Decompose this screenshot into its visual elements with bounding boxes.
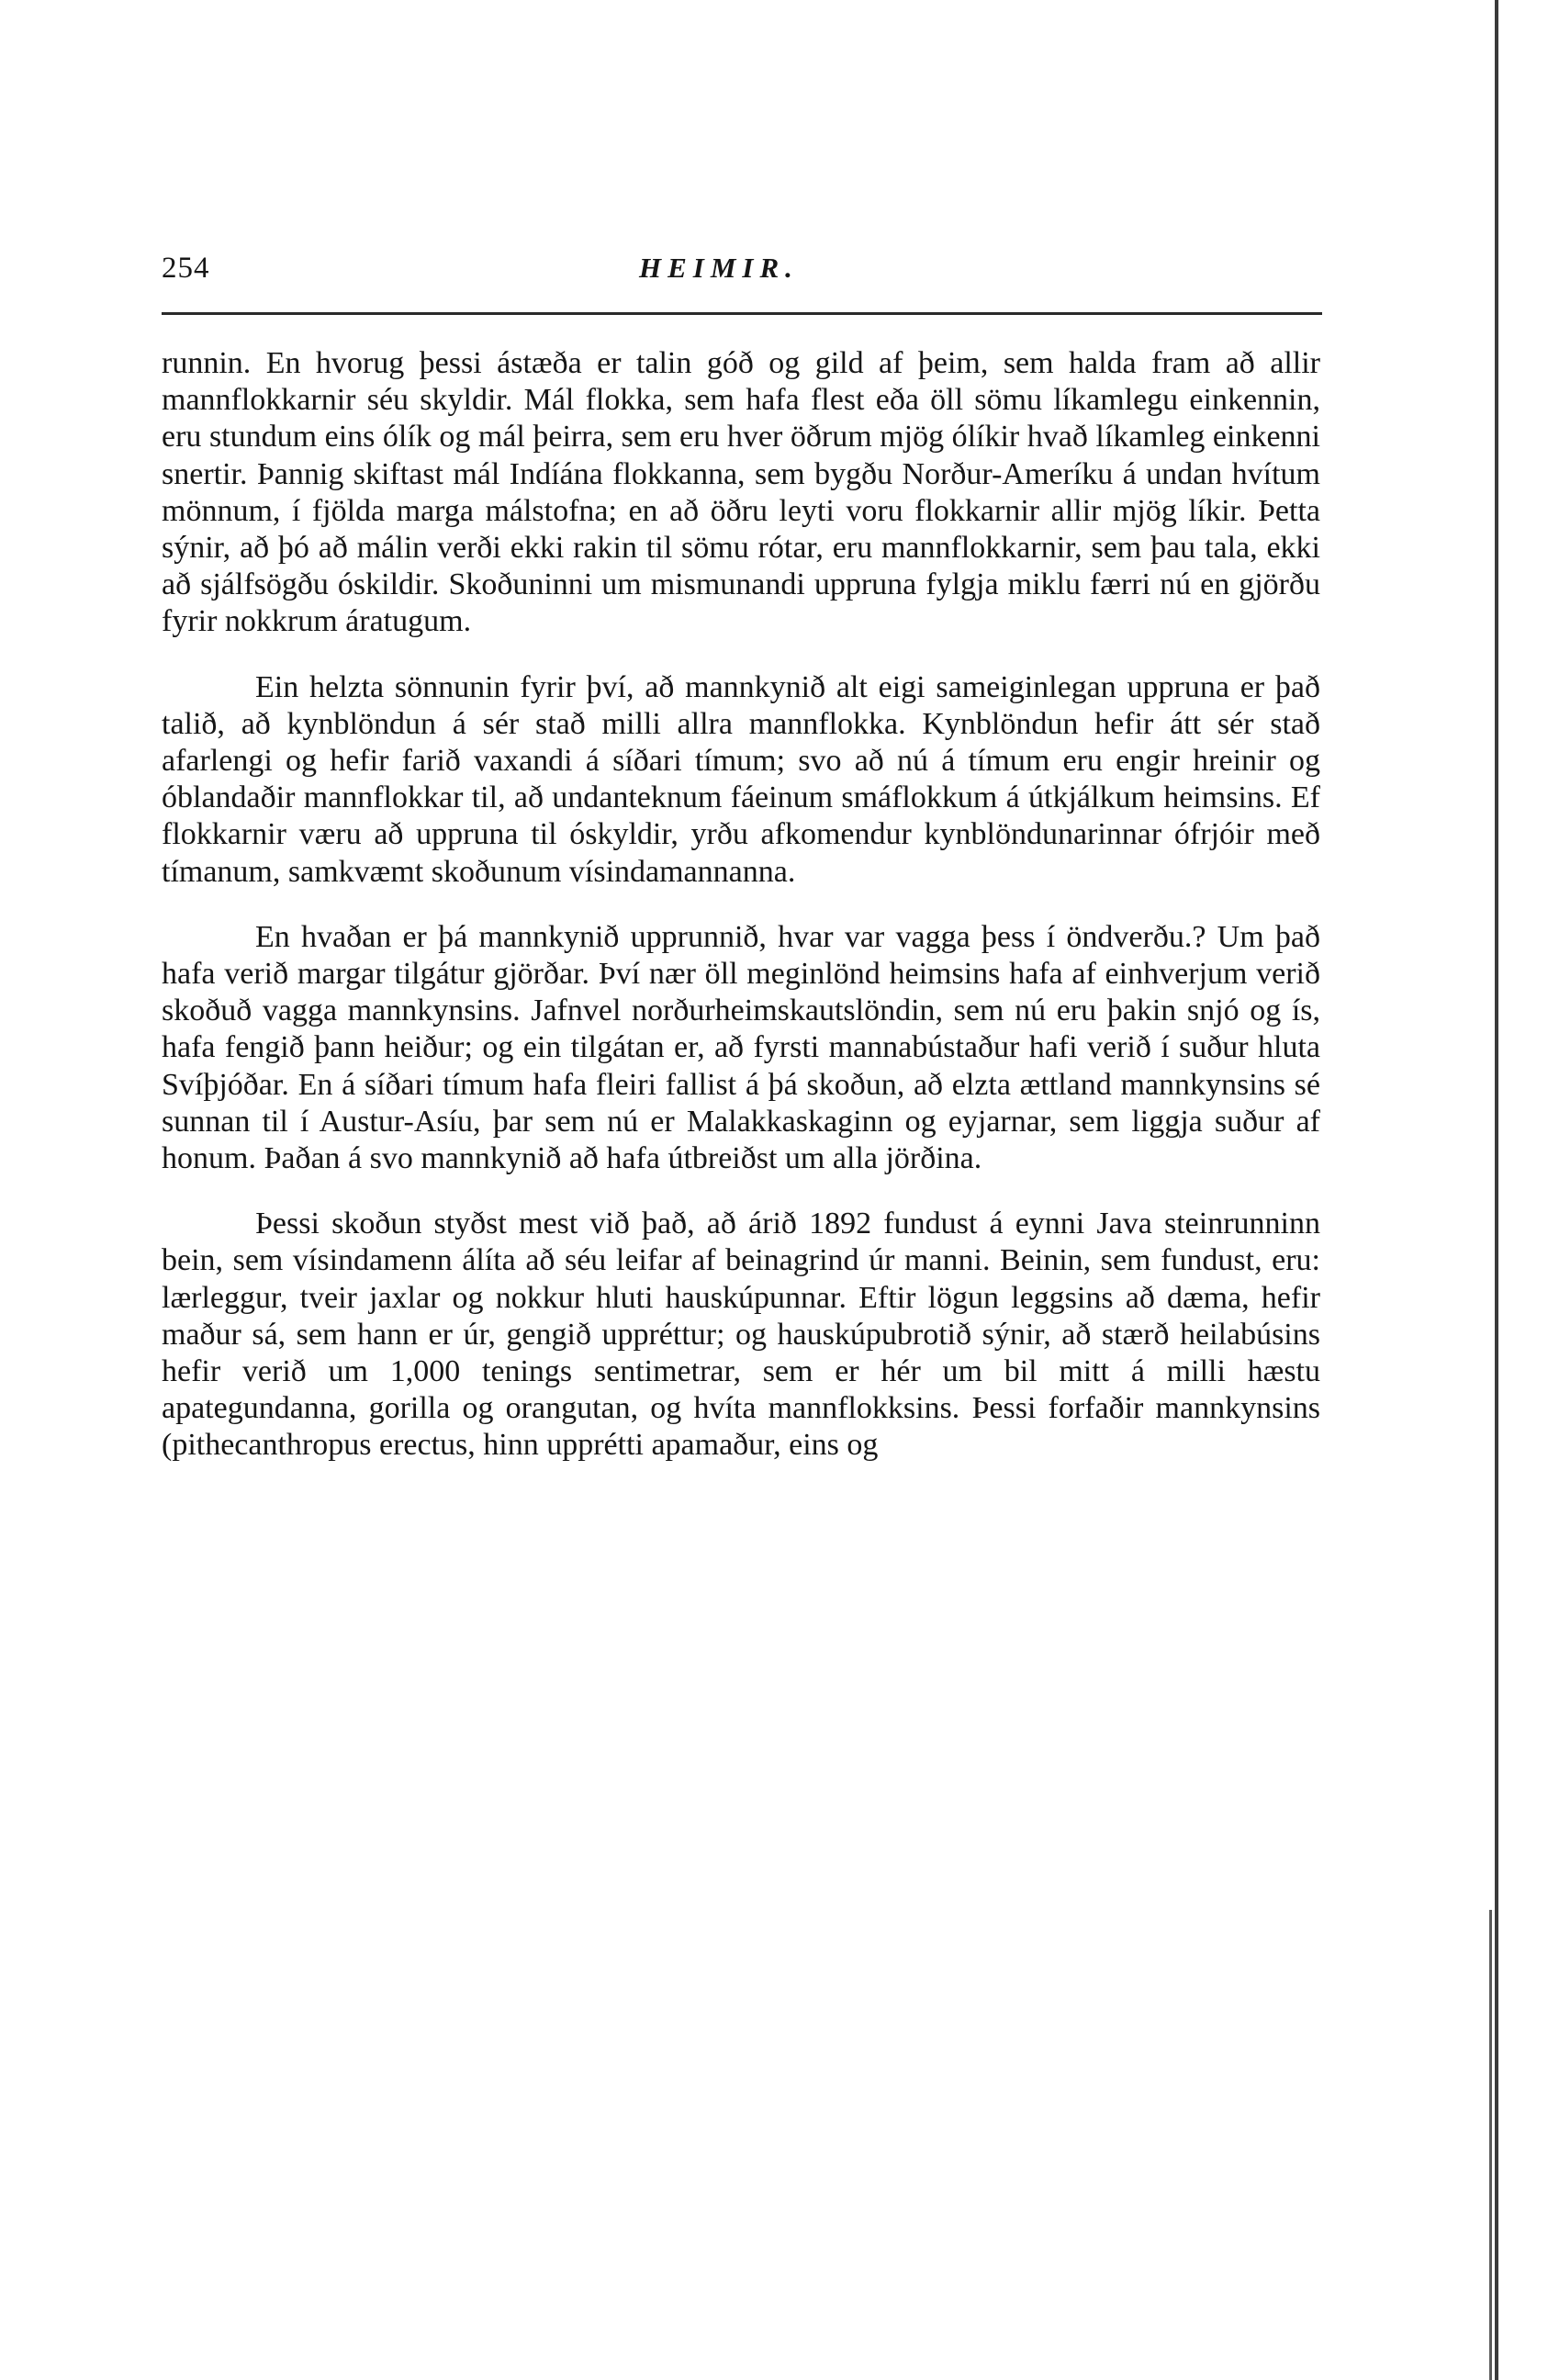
journal-title: HEIMIR. xyxy=(639,252,799,284)
page-edge-line xyxy=(1495,0,1498,2380)
header-rule xyxy=(162,312,1322,315)
body-text xyxy=(162,345,1320,1465)
paragraph-3: En hvaðan er þá mannkynið upprunnið, hvar var vagga þess í öndverðu.? Um það hafa verið margar tilgátur gjörðar. Því nær öll meginlönd heimsins hafa af einhverjum verið skoðuð vagga mannkynsins. Jafnvel norðurheimskautslöndin, sem nú eru þakin snjó og ís, hafa fengið þann heiður; og ein tilgátan er, að fyrsti mannabústaður hafi verið í suður hluta Svíþjóðar. En á síðari tímum hafa fleiri fallist á þá skoðun, að elzta ættland mannkynsins sé sunnan til í Austur-Asíu, þar sem nú er Malakkaskaginn og eyjarnar, sem liggja suður af honum. Þaðan á svo mannkynið að hafa útbreiðst um alla jörðina. xyxy=(162,919,1320,1176)
paragraph-4: Þessi skoðun styðst mest við það, að árið 1892 fundust á eynni Java steinrunninn bein, sem vísindamenn álíta að séu leifar af beinagrind úr manni. Beinin, sem fundust, eru: lærleggur, tveir jaxlar og nokkur hluti hauskúpunnar. Eftir lögun leggsins að dæma, hefir maður sá, sem hann er úr, gengið uppréttur; og hauskúpubrotið sýnir, að stærð heilabúsins hefir verið um 1,000 tenings sentimetrar, sem er hér um bil mitt á milli hæstu apategundanna, gorilla og orangutan, og hvíta mannflokksins. Þessi forfaðir mannkynsins (pithecanthropus erectus, hinn upprétti apamaður, eins og xyxy=(162,1207,1320,1463)
running-head xyxy=(162,241,1320,296)
paragraph-1: runnin. En hvorug þessi ástæða er talin góð og gild af þeim, sem halda fram að allir mannflokkarnir séu skyldir. Mál flokka, sem hafa flest eða öll sömu líkamlegu einkennin, eru stundum eins ólík og mál þeirra, sem eru hver öðrum mjög ólíkir hvað líkamleg einkenni snertir. Þannig skiftast mál Indíána flokkanna, sem bygðu Norður-Ameríku á undan hvítum mönnum, í fjölda marga málstofna; en að öðru leyti voru flokkarnir allir mjög líkir. Þetta sýnir, að þó að málin verði ekki rakin til sömu rótar, eru mannflokkarnir, sem þau tala, ekki að sjálfsögðu óskildir. Skoðuninni um mismunandi uppruna fylgja miklu færri nú en gjörðu fyrir nokkrum áratugum. xyxy=(162,346,1320,639)
paragraph-2: Ein helzta sönnunin fyrir því, að mannkynið alt eigi sameiginlegan uppruna er það talið, að kynblöndun á sér stað milli allra mannflokka. Kynblöndun hefir átt sér stað afarlengi og hefir farið vaxandi á síðari tímum; svo að nú á tímum eru engir hreinir og óblandaðir mannflokkar til, að undanteknum fáeinum smáflokkum á útkjálkum heimsins. Ef flokkarnir væru að uppruna til óskyldir, yrðu afkomendur kynblöndunarinnar ófrjóir með tímanum, samkvæmt skoðunum vísindamannanna. xyxy=(162,669,1320,889)
page-number: 254 xyxy=(162,252,210,285)
page-edge-shadow xyxy=(1489,1910,1492,2380)
